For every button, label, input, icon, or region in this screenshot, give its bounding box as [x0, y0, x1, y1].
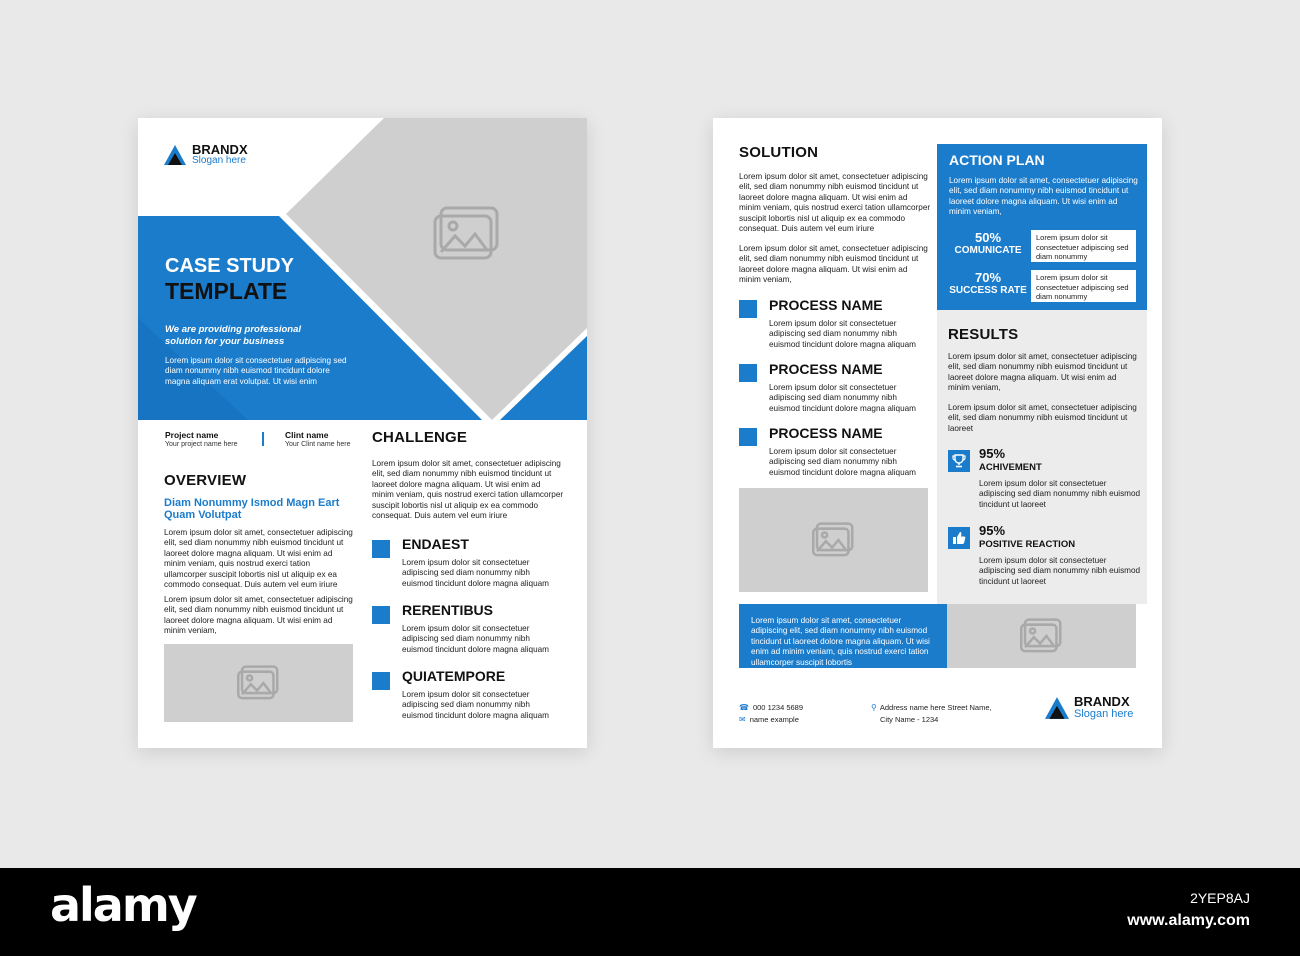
achievement-label: ACHIVEMENT — [979, 462, 1042, 473]
address-row — [871, 702, 992, 714]
image-placeholder-icon — [237, 664, 281, 702]
watermark-footer — [0, 868, 1300, 956]
bullet-square-icon — [372, 540, 390, 558]
brand-name: BRANDX — [1074, 694, 1130, 709]
stat-block — [945, 270, 1031, 296]
address-info — [871, 702, 992, 726]
overview-paragraph-1: Lorem ipsum dolor sit amet, consectetuer adipiscing elit, sed diam nonummy nibh euismod tincidunt ut laoreet dolore magna aliquam. Ut wisi enim ad minim veniam, quis nostrud exerci tation ullamcorper suscipit lobortis nisl ut aliquip ex ea commodo consequat. Duis autem vel eum iriure — [164, 528, 353, 590]
email-icon: ✉ — [739, 715, 746, 724]
challenge-text: Lorem ipsum dolor sit amet, consectetuer adipiscing elit, sed diam nonummy nibh euismod tincidunt ut laoreet dolore magna aliquam. Ut wisi enim ad minim veniam, quis nostrud exerci tation ullamcorper suscipit lobortis nisl ut aliquip ex ea commodo consequat. Duis autem vel eum iriure — [372, 459, 564, 521]
item-title: QUIATEMPORE — [402, 668, 506, 684]
alamy-logo: alamy — [50, 878, 196, 932]
item-text: Lorem ipsum dolor sit consectetuer adipiscing sed diam nonummy nibh euismod tincidunt dolore magna aliquam — [402, 558, 550, 588]
item-title: ENDAEST — [402, 536, 469, 552]
overview-image-placeholder — [164, 644, 353, 722]
project-info — [165, 430, 238, 450]
stat-text: Lorem ipsum dolor sit consectetuer adipiscing sed diam nonummy — [1031, 270, 1136, 302]
triangle-logo-icon — [164, 145, 186, 165]
email-row — [739, 714, 803, 726]
address-line1: Address name here Street Name, — [879, 703, 992, 712]
image-placeholder-icon — [433, 204, 503, 264]
solution-heading: SOLUTION — [739, 144, 819, 161]
achievement-value: 95% — [979, 523, 1006, 538]
tagline-line1: We are providing professional — [165, 324, 302, 335]
achievement-value: 95% — [979, 446, 1006, 461]
address-line2: City Name - 1234 — [880, 715, 939, 724]
stat-label: SUCCESS RATE — [949, 285, 1027, 296]
solution-paragraph-1: Lorem ipsum dolor sit amet, consectetuer adipiscing elit, sed diam nonummy nibh euismod tincidunt ut laoreet dolore magna aliquam. Ut wisi enim ad minim veniam, quis nostrud exerci tation ullamcorper suscipit lobortis nisl ut aliquip ex ea commodo consequat. Duis autem vel eum iriure — [739, 172, 931, 234]
stat-label: COMUNICATE — [954, 245, 1022, 256]
overview-paragraph-2: Lorem ipsum dolor sit amet, consectetuer adipiscing elit, sed diam nonummy nibh euismod tincidunt ut laoreet dolore magna aliquam. Ut wisi enim ad minim veniam, — [164, 595, 353, 636]
band-text: Lorem ipsum dolor sit amet, consectetuer adipiscing elit, sed diam nonummy nibh euismod tincidunt ut laoreet dolore magna aliquam. Ut wisi enim ad minim veniam, quis nostrud exerci tation ullamcorper suscipit lobortis — [751, 616, 930, 667]
contact-info — [739, 702, 803, 726]
project-value: Your project name here — [165, 441, 238, 448]
action-plan-heading: ACTION PLAN — [949, 152, 1045, 168]
location-icon: ⚲ — [871, 703, 877, 712]
phone-icon: ☎ — [739, 703, 749, 712]
brand-slogan: Slogan here — [1074, 708, 1134, 720]
achievement-text: Lorem ipsum dolor sit consectetuer adipiscing sed diam nonummy nibh euismod tincidunt ut laoreet — [979, 556, 1141, 586]
stat-value: 50% — [974, 230, 1002, 245]
action-plan-panel — [937, 144, 1147, 310]
trophy-icon — [948, 450, 970, 472]
image-placeholder-icon — [1020, 617, 1064, 655]
phone-number: 000 1234 5689 — [752, 703, 804, 712]
process-text: Lorem ipsum dolor sit consectetuer adipiscing sed diam nonummy nibh euismod tincidunt dolore magna aliquam — [769, 383, 917, 413]
client-value: Your Clint name here — [285, 441, 351, 448]
overview-heading: OVERVIEW — [164, 472, 247, 489]
thumbs-up-icon — [948, 527, 970, 549]
bullet-square-icon — [372, 606, 390, 624]
hero-text: Lorem ipsum dolor sit consectetuer adipiscing sed diam nonummy nibh euismod tincidunt dolore magna aliquam erat volutpat. Ut wisi enim — [165, 356, 347, 386]
brand-slogan: Slogan here — [192, 155, 246, 166]
process-title: PROCESS NAME — [769, 361, 883, 377]
site-url: www.alamy.com — [1127, 912, 1250, 929]
process-title: PROCESS NAME — [769, 425, 883, 441]
solution-paragraph-2: Lorem ipsum dolor sit amet, consectetuer adipiscing elit, sed diam nonummy nibh euismod tincidunt ut laoreet dolore magna aliquam. Ut wisi enim ad minim veniam, — [739, 244, 928, 285]
phone-row — [739, 702, 803, 714]
brand-logo — [164, 144, 248, 166]
stat-block — [945, 230, 1031, 256]
achievement-label: POSITIVE REACTION — [979, 539, 1076, 550]
triangle-logo-icon — [1045, 697, 1069, 719]
process-text: Lorem ipsum dolor sit consectetuer adipiscing sed diam nonummy nibh euismod tincidunt dolore magna aliquam — [769, 319, 917, 349]
challenge-heading: CHALLENGE — [372, 429, 468, 446]
results-heading: RESULTS — [948, 326, 1019, 343]
title-line2: TEMPLATE — [165, 278, 288, 304]
flyer-back-page — [713, 118, 1162, 748]
title-line1: CASE STUDY — [165, 255, 294, 277]
client-info — [285, 430, 351, 450]
bottom-band — [739, 604, 947, 668]
process-text: Lorem ipsum dolor sit consectetuer adipiscing sed diam nonummy nibh euismod tincidunt dolore magna aliquam — [769, 447, 917, 477]
info-divider — [262, 432, 264, 446]
stat-value: 70% — [974, 270, 1002, 285]
results-paragraph-2: Lorem ipsum dolor sit amet, consectetuer adipiscing elit, sed diam nonummy nibh euismod tincidunt ut laoreet — [948, 403, 1137, 433]
image-placeholder-icon — [812, 521, 856, 559]
client-label: Clint name — [285, 430, 329, 440]
flyer-front-page — [138, 118, 587, 748]
email-address: name example — [749, 715, 799, 724]
brand-logo — [1045, 696, 1133, 720]
tagline-line2: solution for your business — [165, 336, 285, 347]
achievement-text: Lorem ipsum dolor sit consectetuer adipiscing sed diam nonummy nibh euismod tincidunt ut laoreet — [979, 479, 1141, 509]
bullet-square-icon — [739, 364, 757, 382]
results-paragraph-1: Lorem ipsum dolor sit amet, consectetuer adipiscing elit, sed diam nonummy nibh euismod tincidunt ut laoreet dolore magna aliquam. Ut wisi enim ad minim veniam, — [948, 352, 1137, 393]
bullet-square-icon — [739, 428, 757, 446]
item-text: Lorem ipsum dolor sit consectetuer adipiscing sed diam nonummy nibh euismod tincidunt dolore magna aliquam — [402, 690, 550, 720]
project-label: Project name — [165, 430, 219, 440]
brand-name: BRANDX — [192, 142, 248, 157]
bullet-square-icon — [372, 672, 390, 690]
process-image-placeholder — [739, 488, 928, 592]
item-title: RERENTIBUS — [402, 602, 494, 618]
stat-text: Lorem ipsum dolor sit consectetuer adipiscing sed diam nonummy — [1031, 230, 1136, 262]
band-image-placeholder — [947, 604, 1136, 668]
overview-subheading: Diam Nonummy Ismod Magn Eart Quam Volutpat — [164, 497, 340, 521]
tagline — [165, 324, 301, 348]
bullet-square-icon — [739, 300, 757, 318]
process-title: PROCESS NAME — [769, 297, 883, 313]
image-id: 2YEP8AJ — [1190, 890, 1250, 906]
item-text: Lorem ipsum dolor sit consectetuer adipiscing sed diam nonummy nibh euismod tincidunt dolore magna aliquam — [402, 624, 550, 654]
action-plan-text: Lorem ipsum dolor sit amet, consectetuer adipiscing elit, sed diam nonummy nibh euismod tincidunt ut laoreet dolore magna aliquam. Ut wisi enim ad minim veniam, — [949, 176, 1138, 217]
